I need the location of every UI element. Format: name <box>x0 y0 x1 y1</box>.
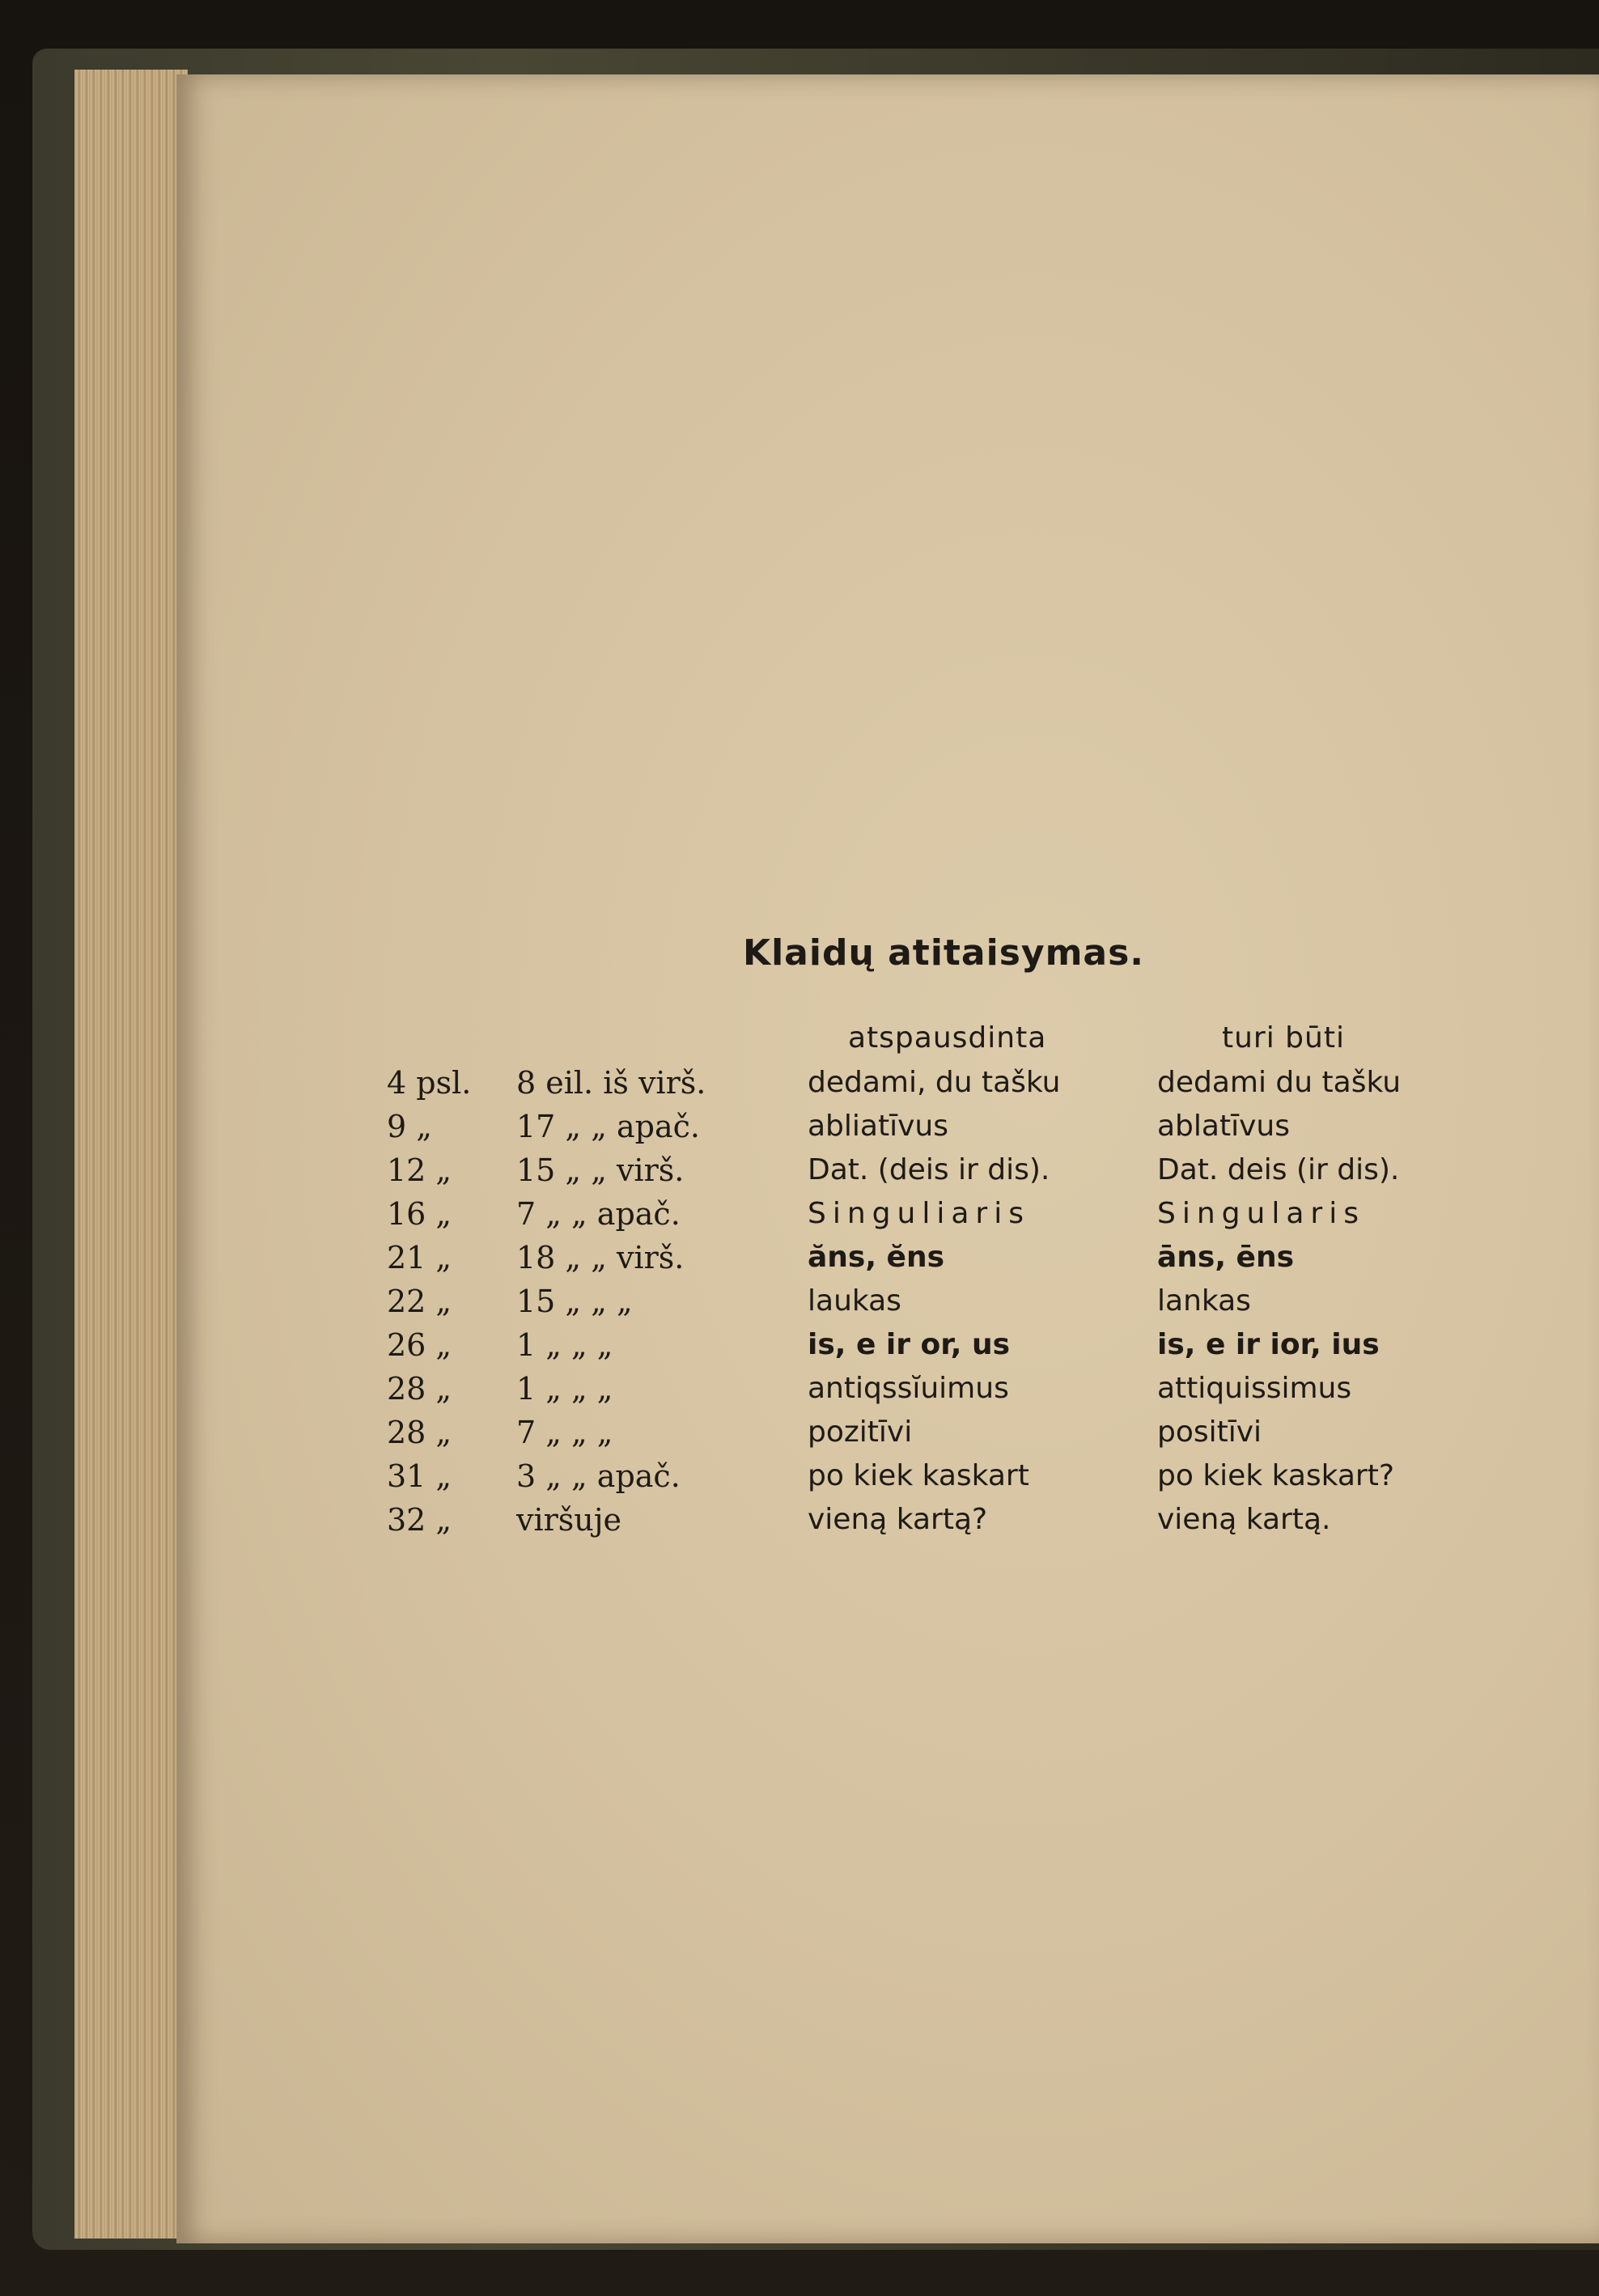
page-ref: 28 „ <box>387 1415 452 1450</box>
correct-text: lankas <box>1157 1284 1251 1318</box>
page-ref: 31 „ <box>387 1458 452 1494</box>
line-ref: 1 „ „ „ <box>516 1371 613 1407</box>
errata-row <box>176 1195 1599 1240</box>
correct-text: Dat. deis (ir dis). <box>1157 1153 1400 1186</box>
correct-text: positīvi <box>1157 1415 1262 1449</box>
correct-text: Singularis <box>1157 1197 1365 1230</box>
errata-row <box>176 1282 1599 1327</box>
page-ref: 28 „ <box>387 1371 452 1407</box>
correct-text: attiquissimus <box>1157 1372 1352 1405</box>
errata-row <box>176 1151 1599 1196</box>
errata-content <box>176 74 1599 2243</box>
page-ref: 16 „ <box>387 1196 452 1232</box>
page-ref: 21 „ <box>387 1240 452 1275</box>
printed-text: dedami, du tašku <box>808 1066 1061 1099</box>
printed-text: vieną kartą? <box>808 1503 988 1536</box>
correct-text: vieną kartą. <box>1157 1503 1331 1536</box>
printed-text: Dat. (deis ir dis). <box>808 1153 1050 1186</box>
correct-text: āns, ēns <box>1157 1241 1295 1274</box>
page-ref: 32 „ <box>387 1502 452 1538</box>
printed-text: laukas <box>808 1284 901 1318</box>
line-ref: 15 „ „ „ <box>516 1284 633 1319</box>
printed-text: is, e ir or, us <box>808 1328 1011 1361</box>
errata-row <box>176 1413 1599 1458</box>
errata-row <box>176 1457 1599 1502</box>
line-ref: 7 „ „ „ <box>516 1415 613 1450</box>
line-ref: 3 „ „ apač. <box>516 1458 681 1494</box>
page-ref: 22 „ <box>387 1284 452 1319</box>
page-ref: 9 „ <box>387 1109 432 1144</box>
correct-text: po kiek kaskart? <box>1157 1459 1394 1492</box>
line-ref: 18 „ „ virš. <box>516 1240 685 1275</box>
printed-text: antiqssĭuimus <box>808 1372 1009 1405</box>
header-should-be: turi būti <box>1222 1021 1345 1055</box>
line-ref: 17 „ „ apač. <box>516 1109 700 1144</box>
page-ref: 26 „ <box>387 1327 452 1363</box>
header-printed: atspausdinta <box>848 1021 1047 1055</box>
printed-text: ăns, ĕns <box>808 1241 945 1274</box>
correct-text: dedami du tašku <box>1157 1066 1402 1099</box>
printed-text: abliatīvus <box>808 1110 948 1143</box>
line-ref: 8 eil. iš virš. <box>516 1065 706 1101</box>
book-page <box>176 74 1599 2243</box>
errata-row <box>176 1369 1599 1415</box>
errata-row <box>176 1326 1599 1371</box>
page-ref: 4 psl. <box>387 1065 472 1101</box>
page-edges <box>74 70 188 2239</box>
correct-text: ablatīvus <box>1157 1110 1290 1143</box>
errata-row <box>176 1107 1599 1152</box>
printed-text: pozitīvi <box>808 1415 913 1449</box>
line-ref: 15 „ „ virš. <box>516 1152 685 1188</box>
printed-text: po kiek kaskart <box>808 1459 1029 1492</box>
line-ref: 7 „ „ apač. <box>516 1196 681 1232</box>
printed-text: Singuliaris <box>808 1197 1030 1230</box>
errata-row <box>176 1063 1599 1109</box>
errata-row <box>176 1500 1599 1546</box>
errata-row <box>176 1238 1599 1284</box>
line-ref: viršuje <box>516 1502 622 1538</box>
page-ref: 12 „ <box>387 1152 452 1188</box>
line-ref: 1 „ „ „ <box>516 1327 613 1363</box>
correct-text: is, e ir ior, ius <box>1157 1328 1380 1361</box>
page-title: Klaidų atitaisymas. <box>743 932 1145 974</box>
